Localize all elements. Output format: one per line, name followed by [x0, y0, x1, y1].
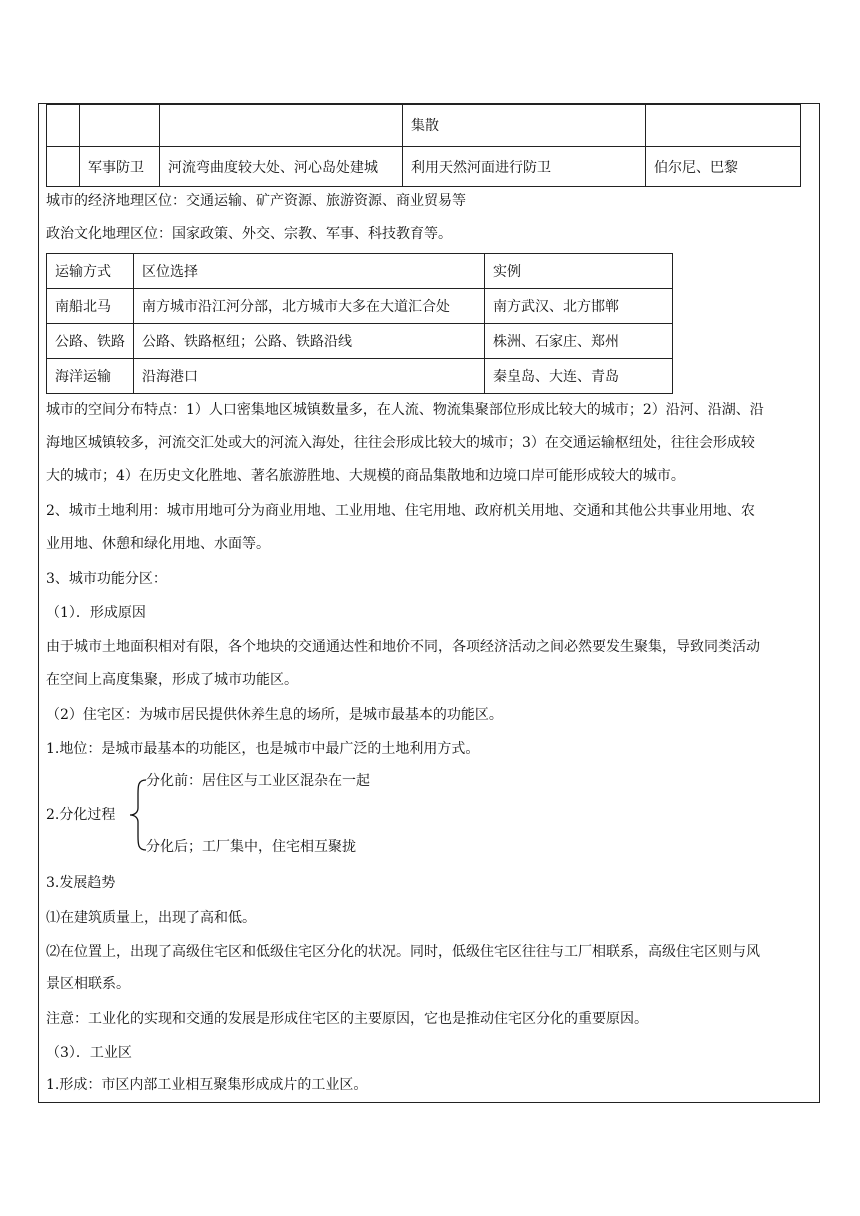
table-cell	[646, 105, 801, 147]
spatial-paragraph-line: 海地区城镇较多，河流交汇处或大的河流入海处，往往会形成比较大的城市；3）在交通运输枢纽处，往往会形成较	[46, 435, 755, 451]
table-cell: 南方武汉、北方邯郸	[485, 289, 673, 324]
trend-item-line: ⑵在位置上，出现了高级住宅区和低级住宅区分化的状况。同时，低级住宅区往往与工厂相联系，高级住宅区则与风	[46, 944, 760, 960]
reason-paragraph-line: 在空间上高度集聚，形成了城市功能区。	[46, 672, 298, 688]
text-industrial-formation: 1.形成：市区内部工业相互聚集形成成片的工业区。	[46, 1077, 368, 1093]
table-row	[47, 289, 673, 324]
table-cell: 秦皇岛、大连、青岛	[485, 359, 673, 394]
column-header: 实例	[485, 254, 673, 289]
subsection-heading: （3）．工业区	[46, 1045, 132, 1061]
blank-cell	[47, 105, 80, 147]
table-cell: 利用天然河面进行防卫	[403, 147, 646, 187]
location-table-continued	[46, 104, 801, 187]
table-row	[47, 324, 673, 359]
process-after: 分化后；工厂集中，住宅相互聚拢	[146, 839, 356, 855]
landuse-paragraph-line: 2、城市土地利用：城市用地可分为商业用地、工业用地、住宅用地、政府机关用地、交通和其他公共事业用地、农	[46, 503, 755, 519]
table-cell: 集散	[403, 105, 646, 147]
landuse-paragraph-line: 业用地、休憩和绿化用地、水面等。	[46, 536, 270, 552]
text-position: 1.地位：是城市最基本的功能区，也是城市中最广泛的土地利用方式。	[46, 741, 480, 757]
text-political-location: 政治文化地理区位：国家政策、外交、宗教、军事、科技教育等。	[46, 226, 452, 242]
subsection-heading: （2）住宅区：为城市居民提供休养生息的场所，是城市最基本的功能区。	[46, 707, 503, 723]
table-cell: 河流弯曲度较大处、河心岛处建城	[160, 147, 403, 187]
subsection-heading: （1）．形成原因	[46, 605, 146, 621]
section-heading: 3、城市功能分区：	[46, 571, 167, 587]
trend-item-line: 景区相联系。	[46, 976, 130, 992]
reason-paragraph-line: 由于城市土地面积相对有限，各个地块的交通通达性和地价不同，各项经济活动之间必然要发生聚集，导致同类活动	[46, 639, 760, 655]
table-cell	[160, 105, 403, 147]
column-header: 运输方式	[47, 254, 134, 289]
table-row	[47, 105, 801, 147]
text-economic-location: 城市的经济地理区位：交通运输、矿产资源、旅游资源、商业贸易等	[46, 193, 466, 209]
note-text: 注意：工业化的实现和交通的发展是形成住宅区的主要原因，它也是推动住宅区分化的重要原因。	[46, 1011, 648, 1027]
subsection-heading: 3.发展趋势	[46, 875, 116, 891]
transport-table	[46, 253, 673, 394]
spatial-paragraph-line: 城市的空间分布特点：1）人口密集地区城镇数量多，在人流、物流集聚部位形成比较大的城市；2）沿河、沿湖、沿	[46, 402, 764, 418]
table-cell: 株洲、石家庄、郑州	[485, 324, 673, 359]
table-cell: 公路、铁路	[47, 324, 134, 359]
table-cell	[80, 105, 160, 147]
spatial-paragraph-line: 大的城市；4）在历史文化胜地、著名旅游胜地、大规模的商品集散地和边境口岸可能形成较大的城市。	[46, 468, 685, 484]
table-row	[47, 359, 673, 394]
brace-icon	[128, 778, 148, 852]
table-cell: 南方城市沿江河分部，北方城市大多在大道汇合处	[134, 289, 485, 324]
table-cell: 南船北马	[47, 289, 134, 324]
column-header: 区位选择	[134, 254, 485, 289]
table-cell: 伯尔尼、巴黎	[646, 147, 801, 187]
process-label: 2.分化过程	[46, 807, 116, 823]
process-before: 分化前：居住区与工业区混杂在一起	[146, 773, 370, 789]
table-cell: 公路、铁路枢纽；公路、铁路沿线	[134, 324, 485, 359]
table-cell: 海洋运输	[47, 359, 134, 394]
table-header-row	[47, 254, 673, 289]
trend-item: ⑴在建筑质量上，出现了高和低。	[46, 910, 256, 926]
table-cell: 沿海港口	[134, 359, 485, 394]
table-cell: 军事防卫	[80, 147, 160, 187]
table-row	[47, 147, 801, 187]
blank-cell	[47, 147, 80, 187]
